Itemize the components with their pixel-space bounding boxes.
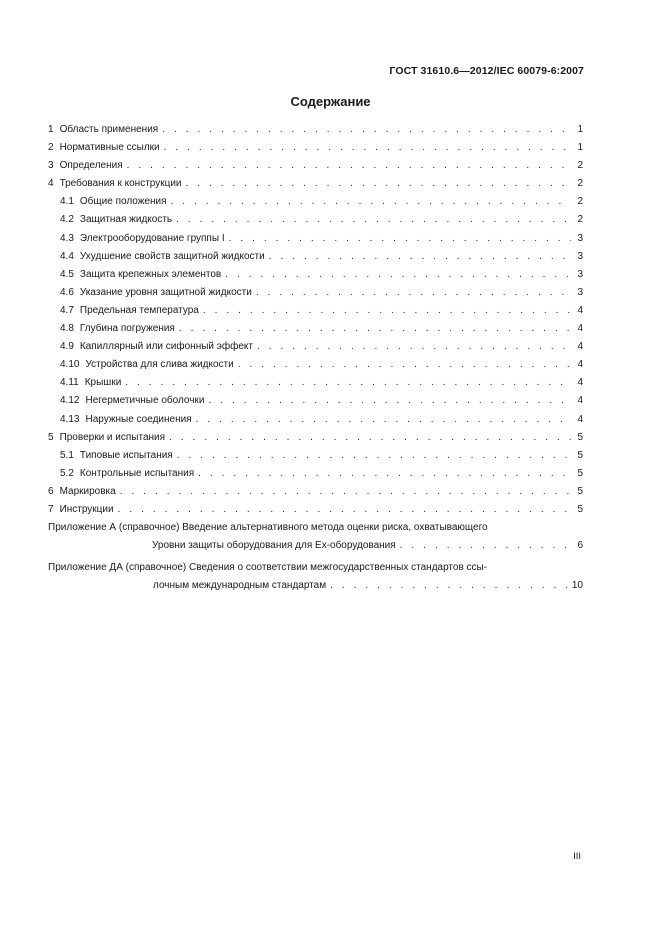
toc-entry[interactable] <box>48 139 583 157</box>
toc-entry[interactable] <box>48 320 583 338</box>
toc-entry-number: 4.8 <box>60 323 74 335</box>
toc-entry-page: 1 <box>577 124 583 135</box>
toc-entry-number: 4.10 <box>60 359 80 371</box>
toc-entry[interactable] <box>48 338 583 356</box>
toc-leader-dots <box>176 211 571 229</box>
appendix-a-page: 6 <box>577 540 583 552</box>
toc-entry-label: Ухудшение свойств защитной жидкости <box>79 250 265 262</box>
toc-entry-number: 3 <box>48 160 54 172</box>
toc-leader-dots <box>330 577 568 595</box>
page-title: Содержание <box>290 94 371 109</box>
toc-entry-label: Нормативные ссылки <box>59 142 160 154</box>
toc-leader-dots <box>171 193 572 211</box>
toc-entry-page: 2 <box>577 196 583 208</box>
toc-entry[interactable] <box>48 501 583 519</box>
toc-entry-label: Крышки <box>84 377 122 389</box>
toc-entry-label: Глубина погружения <box>79 323 175 335</box>
toc-entry[interactable] <box>48 465 583 483</box>
toc-entry-label: Проверки и испытания <box>59 431 166 443</box>
toc-entry-number: 4.3 <box>60 232 74 244</box>
toc-entry-label: Капиллярный или сифонный эффект <box>79 341 253 353</box>
toc-entry-number: 4.6 <box>60 286 74 298</box>
toc-entry[interactable] <box>48 284 583 302</box>
toc-leader-dots <box>118 501 571 519</box>
toc-entry[interactable] <box>48 175 583 193</box>
appendix-da-entry[interactable] <box>48 559 583 595</box>
toc-entry[interactable] <box>48 266 583 284</box>
toc-entry[interactable] <box>48 121 583 139</box>
toc-entry-label: Предельная температура <box>79 304 199 316</box>
toc-entry[interactable] <box>48 356 583 374</box>
toc-entry-label: Электрооборудование группы I <box>79 232 225 244</box>
toc-entry-number: 4.1 <box>60 196 74 208</box>
toc-entry-page: 2 <box>577 178 583 190</box>
toc-entry[interactable] <box>48 157 583 175</box>
toc-entry-page: 5 <box>577 503 583 515</box>
toc-leader-dots <box>125 374 571 392</box>
toc-leader-dots <box>269 248 571 266</box>
toc-entry-page: 3 <box>577 268 583 280</box>
toc-entry[interactable] <box>48 483 583 501</box>
toc-leader-dots <box>169 429 571 447</box>
toc-entry[interactable] <box>48 374 583 392</box>
toc-leader-dots <box>179 320 571 338</box>
toc-entry-label: Инструкции <box>59 503 114 515</box>
toc-entry-page: 4 <box>577 304 583 316</box>
toc-entry-number: 4.5 <box>60 268 74 280</box>
toc-leader-dots <box>186 175 571 193</box>
toc-entry-number: 4 <box>48 178 54 190</box>
toc-entry-number: 5 <box>48 431 54 443</box>
toc-entry-number: 4.13 <box>60 413 80 425</box>
toc-leader-dots <box>162 121 571 139</box>
toc-entry-label: Общие положения <box>79 196 167 208</box>
toc-entry-number: 5.2 <box>60 467 74 479</box>
toc-entry-page: 3 <box>577 232 583 244</box>
toc-entry-page: 5 <box>577 485 583 497</box>
toc-entry-number: 5.1 <box>60 449 74 461</box>
toc-entry-number: 4.9 <box>60 341 74 353</box>
toc-leader-dots <box>400 537 571 555</box>
appendix-a-title: Приложение А (справочное) Введение альтернативного метода оценки риска, охватывающего <box>48 522 488 534</box>
toc-entry[interactable] <box>48 302 583 320</box>
toc-entry-page: 2 <box>577 160 583 172</box>
page-number: III <box>573 851 581 862</box>
toc-entry-number: 7 <box>48 503 54 515</box>
toc-entry-number: 1 <box>48 124 54 135</box>
toc-leader-dots <box>198 465 571 483</box>
toc-entry-label: Определения <box>59 160 123 172</box>
toc-entry-number: 6 <box>48 485 54 497</box>
toc-leader-dots <box>229 230 571 248</box>
toc-leader-dots <box>127 157 571 175</box>
toc-leader-dots <box>203 302 571 320</box>
toc-entry-page: 3 <box>577 250 583 262</box>
appendix-a-entry[interactable] <box>48 519 583 555</box>
toc-entry-number: 4.11 <box>60 377 79 389</box>
toc-leader-dots <box>120 483 571 501</box>
toc-entry-number: 4.2 <box>60 214 74 226</box>
toc-entry-label: Устройства для слива жидкости <box>85 359 234 371</box>
toc-entry-page: 2 <box>577 214 583 226</box>
toc-entry-page: 5 <box>577 449 583 461</box>
toc-entry[interactable] <box>48 392 583 410</box>
toc-entry-page: 4 <box>577 377 583 389</box>
toc-entry[interactable] <box>48 248 583 266</box>
appendix-da-title-cont: лочным международным стандартам <box>153 580 327 592</box>
toc-entry[interactable] <box>48 429 583 447</box>
toc-entry[interactable] <box>48 211 583 229</box>
toc-entry-label: Защита крепежных элементов <box>79 268 222 280</box>
toc-entry-label: Требования к конструкции <box>59 178 182 190</box>
toc-entry-label: Маркировка <box>59 485 116 497</box>
table-of-contents <box>48 121 583 595</box>
toc-entries <box>48 121 583 519</box>
toc-leader-dots <box>208 392 571 410</box>
toc-entry[interactable] <box>48 230 583 248</box>
toc-entry-label: Контрольные испытания <box>79 467 195 479</box>
toc-entry-number: 2 <box>48 142 54 154</box>
toc-entry-label: Наружные соединения <box>85 413 192 425</box>
toc-leader-dots <box>257 338 571 356</box>
toc-entry-page: 4 <box>577 341 583 353</box>
toc-entry-label: Типовые испытания <box>79 449 173 461</box>
document-header: ГОСТ 31610.6—2012/IEC 60079-6:2007 <box>389 65 584 77</box>
toc-entry-page: 4 <box>577 323 583 335</box>
appendix-a-title-cont: Уровни защиты оборудования для Ex-оборудования <box>152 540 396 552</box>
toc-entry-page: 4 <box>577 395 583 407</box>
toc-entry[interactable] <box>48 193 583 211</box>
toc-entry-page: 4 <box>577 413 583 425</box>
toc-leader-dots <box>164 139 571 157</box>
toc-entry-label: Область применения <box>59 124 159 135</box>
toc-entry-page: 1 <box>577 142 583 154</box>
toc-entry-page: 5 <box>577 431 583 443</box>
toc-leader-dots <box>238 356 571 374</box>
toc-entry-label: Указание уровня защитной жидкости <box>79 286 252 298</box>
toc-leader-dots <box>177 447 571 465</box>
toc-entry-page: 5 <box>577 467 583 479</box>
toc-entry-number: 4.12 <box>60 395 80 407</box>
toc-entry-label: Негерметичные оболочки <box>85 395 205 407</box>
toc-entry-label: Защитная жидкость <box>79 214 173 226</box>
appendix-da-title: Приложение ДА (справочное) Сведения о соответствии межгосударственных стандартов ссы- <box>48 562 488 574</box>
toc-leader-dots <box>225 266 571 284</box>
toc-entry[interactable] <box>48 411 583 429</box>
toc-entry-number: 4.7 <box>60 304 74 316</box>
toc-leader-dots <box>256 284 571 302</box>
toc-entry-number: 4.4 <box>60 250 74 262</box>
appendix-da-page: 10 <box>571 580 583 592</box>
toc-entry-page: 3 <box>577 286 583 298</box>
toc-entry[interactable] <box>48 447 583 465</box>
toc-leader-dots <box>196 411 571 429</box>
toc-entry-page: 4 <box>577 359 583 371</box>
